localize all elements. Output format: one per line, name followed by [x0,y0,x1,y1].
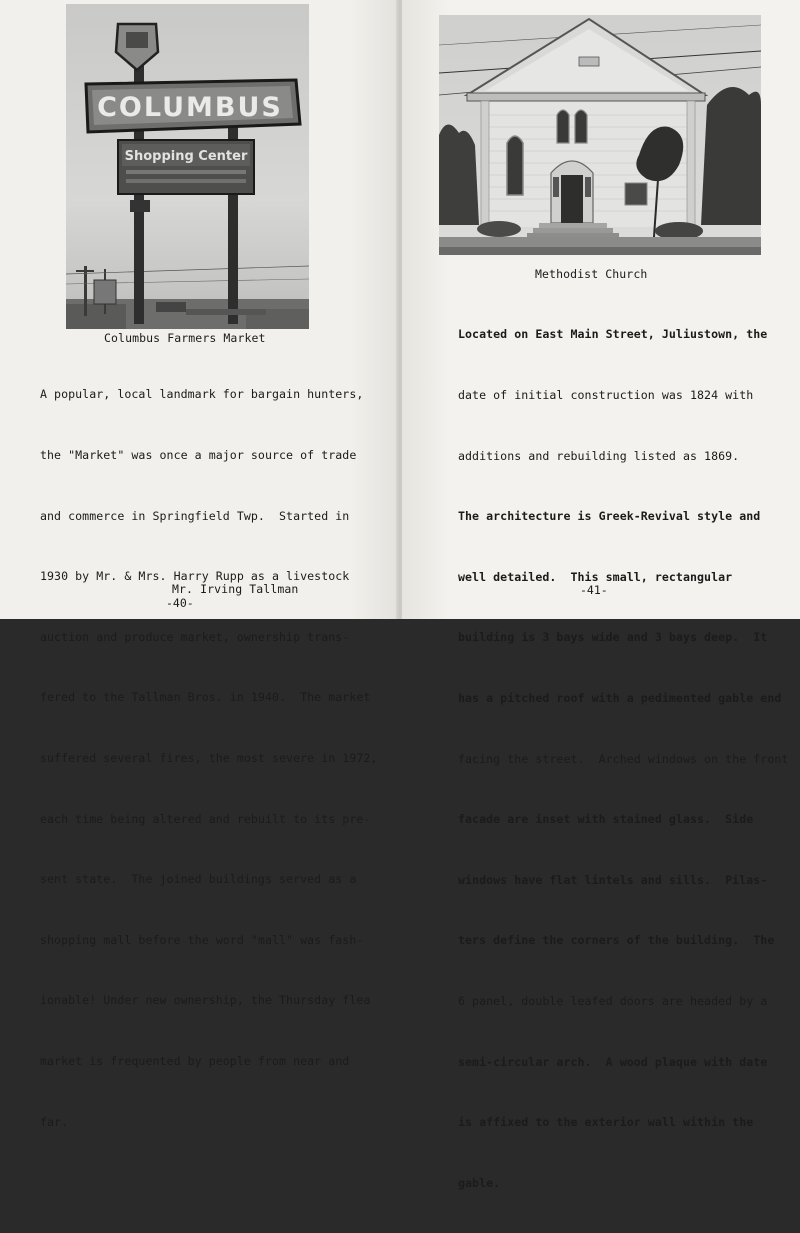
text-line: auction and produce market, ownership trans- [40,629,350,644]
church-photo [439,15,761,255]
text-line: building is 3 bays wide and 3 bays deep. It [458,630,768,645]
text-line: ionable! Under new ownership, the Thursday flea [40,993,371,1008]
text-line: each time being altered and rebuilt to its pre- [40,811,371,826]
text-line: 1930 by Mr. & Mrs. Harry Rupp as a livestock [40,569,350,584]
body-text [40,344,377,1172]
text-line: facing the street. Arched windows on the front [458,751,789,766]
text-line: semi-circular arch. A wood plaque with date [458,1054,768,1069]
text-line: is affixed to the exterior wall within the [458,1115,754,1130]
text-line: sent state. The joined buildings served as a [40,872,357,887]
photo-credit: Mr. Irving Tallman [172,582,299,596]
text-line: windows have flat lintels and sills. Pilas- [458,872,768,887]
columbus-sign-photo [66,4,309,329]
sign-photo-image [66,4,309,329]
text-line: and commerce in Springfield Twp. Started in [40,508,350,523]
photo-caption: Columbus Farmers Market [104,331,266,345]
text-line: facade are inset with stained glass. Side [458,812,754,827]
page-40 [0,0,398,1129]
photo-caption: Methodist Church [535,267,648,281]
text-line: well detailed. This small, rectangular [458,569,733,584]
page-41 [402,0,800,1190]
text-line: suffered several fires, the most severe in 1972, [40,750,378,765]
text-line: date of initial construction was 1824 with [458,388,754,402]
text-line: the "Market" was once a major source of trade [40,448,357,462]
text-line: far. [40,1114,69,1129]
body-text [458,284,788,1233]
sign-text-columbus: COLUMBUS [97,92,283,123]
text-line: has a pitched roof with a pedimented gable end [458,690,782,705]
page-number: -41- [580,583,608,597]
text-line: market is frequented by people from near and [40,1053,350,1068]
text-line: shopping mall before the word "mall" was fash- [40,932,364,947]
church-photo-image [439,15,761,255]
page-number: -40- [166,596,194,610]
text-line: A popular, local landmark for bargain hunters, [40,387,364,402]
text-line: The architecture is Greek-Revival style and [458,509,761,524]
text-line: ters define the corners of the building. The [458,933,775,948]
text-line: gable. [458,1175,501,1190]
text-line: Located on East Main Street, Juliustown, the [458,327,768,342]
sign-text-shopping-center: Shopping Center [124,149,248,164]
text-line: 6 panel, double leafed doors are headed by a [458,993,768,1008]
text-line: fered to the Tallman Bros. in 1940. The market [40,690,371,705]
text-line: additions and rebuilding listed as 1869. [458,448,740,463]
